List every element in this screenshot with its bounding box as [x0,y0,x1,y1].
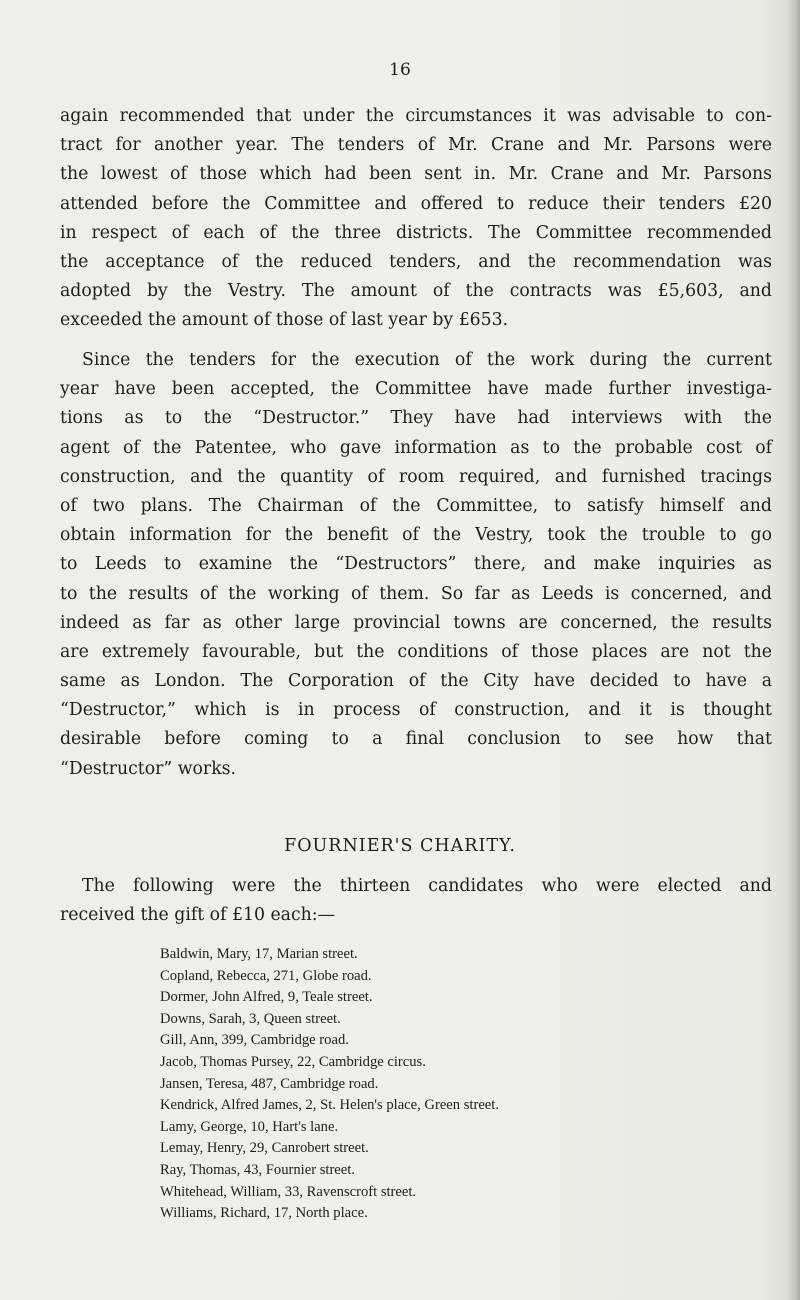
list-item: Kendrick, Alfred James, 2, St. Helen's place, Green street. [160,1097,499,1114]
paragraph-tenders [60,102,772,336]
list-item: Whitehead, William, 33, Ravenscroft street. [160,1183,417,1200]
text-line: obtain information for the benefit of the Vestry, took the trouble to go [60,525,772,546]
list-item: Jacob, Thomas Pursey, 22, Cambridge circus. [160,1053,426,1070]
text-line: tract for another year. The tenders of Mr. Crane and Mr. Parsons were [60,135,772,156]
text-line: same as London. The Corporation of the City have decided to have a [60,671,772,692]
text-line: are extremely favourable, but the conditions of those places are not the [60,641,772,662]
paragraph-charity-intro [60,872,772,930]
list-item: Copland, Rebecca, 271, Globe road. [160,967,372,984]
text-line: adopted by the Vestry. The amount of the contracts was £5,603, and [60,281,772,302]
text-line: construction, and the quantity of room required, and furnished tracings [60,466,772,487]
list-item: Lemay, Henry, 29, Canrobert street. [160,1140,369,1157]
text-line: desirable before coming to a final conclusion to see how that [60,729,772,750]
text-line: agent of the Patentee, who gave information as to the probable cost of [60,437,772,458]
list-item: Gill, Ann, 399, Cambridge road. [160,1032,349,1049]
section-heading: FOURNIER'S CHARITY. [284,836,516,856]
text-line: The following were the thirteen candidates who were elected and [82,876,772,896]
text-line: year have been accepted, the Committee have made further investiga- [60,379,772,400]
text-line: the acceptance of the reduced tenders, and the recommendation was [60,251,772,272]
list-item: Baldwin, Mary, 17, Marian street. [160,946,358,962]
text-line: tions as to the “Destructor.” They have had interviews with the [60,408,772,429]
text-line: received the gift of £10 each:— [60,905,335,926]
list-item: Jansen, Teresa, 487, Cambridge road. [160,1075,379,1092]
recipient-list [160,944,499,1225]
text-line: Since the tenders for the execution of the work during the current [82,350,772,370]
text-line: “Destructor” works. [60,758,237,779]
page-number: 16 [389,60,411,80]
list-item: Ray, Thomas, 43, Fournier street. [160,1161,355,1178]
text-line: to the results of the working of them. So far as Leeds is concerned, and [60,583,772,604]
text-line: “Destructor,” which is in process of construction, and it is thought [60,700,772,721]
text-line: indeed as far as other large provincial towns are concerned, the results [60,612,772,633]
text-line: in respect of each of the three districts. The Committee recommended [60,222,772,243]
text-line: exceeded the amount of those of last year by £653. [60,310,509,331]
text-line: the lowest of those which had been sent in. Mr. Crane and Mr. Parsons [60,164,772,185]
text-line: attended before the Committee and offered to reduce their tenders £20 [60,193,772,214]
text-line: to Leeds to examine the “Destructors” there, and make inquiries as [60,554,772,575]
list-item: Williams, Richard, 17, North place. [160,1205,368,1222]
list-item: Downs, Sarah, 3, Queen street. [160,1010,341,1027]
paragraph-destructor [60,346,772,784]
text-line: again recommended that under the circumstances it was advisable to con- [60,106,772,126]
page-edge-shadow [786,0,800,1300]
text-line: of two plans. The Chairman of the Committee, to satisfy himself and [60,495,772,516]
list-item: Dormer, John Alfred, 9, Teale street. [160,989,373,1006]
list-item: Lamy, George, 10, Hart's lane. [160,1118,339,1135]
